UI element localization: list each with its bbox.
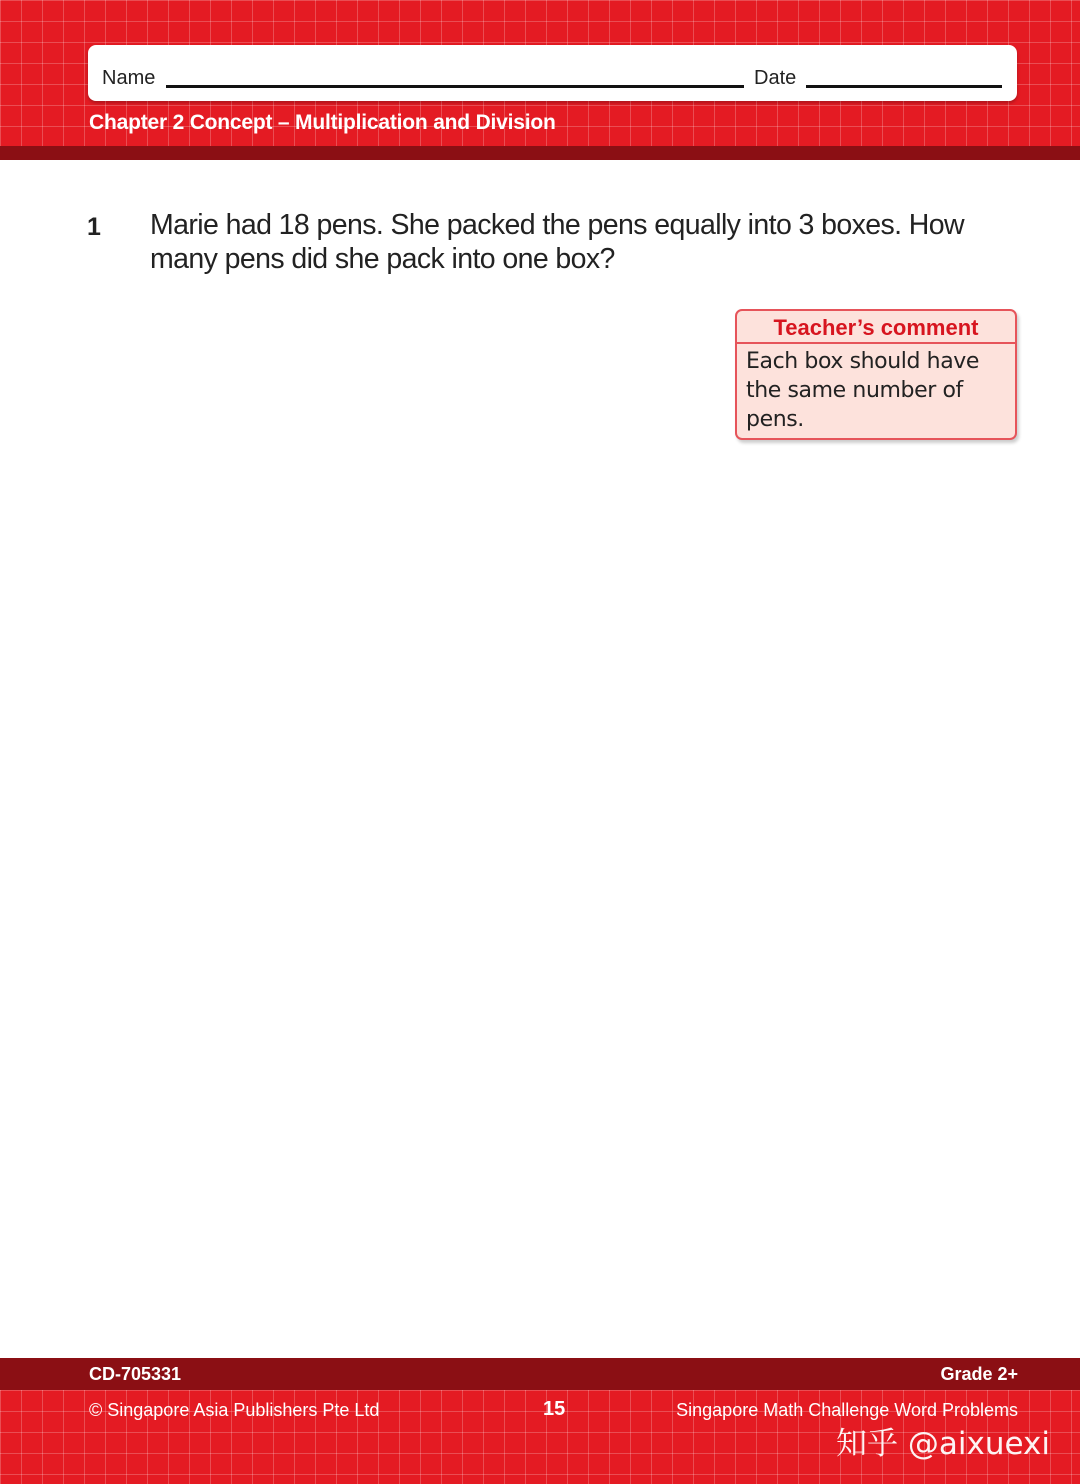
teacher-comment-box <box>735 309 1017 440</box>
header-divider-band <box>0 146 1080 160</box>
page-number: 15 <box>543 1398 566 1420</box>
product-code: CD-705331 <box>89 1364 182 1384</box>
watermark-text: 知乎 @aixuexi <box>836 1426 1050 1462</box>
question-number: 1 <box>87 213 101 241</box>
grade-label: Grade 2+ <box>940 1364 1018 1384</box>
name-label: Name <box>102 67 156 89</box>
chapter-title: Chapter 2 Concept – Multiplication and Division <box>89 111 556 134</box>
date-field[interactable] <box>806 85 1002 88</box>
book-title: Singapore Math Challenge Word Problems <box>676 1400 1018 1420</box>
name-field[interactable] <box>166 85 744 88</box>
page-header <box>0 0 1080 146</box>
teacher-comment-body: Each box should have the same number of pens. <box>746 349 980 432</box>
copyright-text: © Singapore Asia Publishers Pte Ltd <box>89 1400 380 1420</box>
date-label: Date <box>754 67 797 89</box>
question-text: Marie had 18 pens. She packed the pens equally into 3 boxes. How many pens did she pack into one box? <box>150 209 964 275</box>
name-date-box <box>88 45 1017 101</box>
teacher-comment-title: Teacher’s comment <box>737 311 1015 344</box>
